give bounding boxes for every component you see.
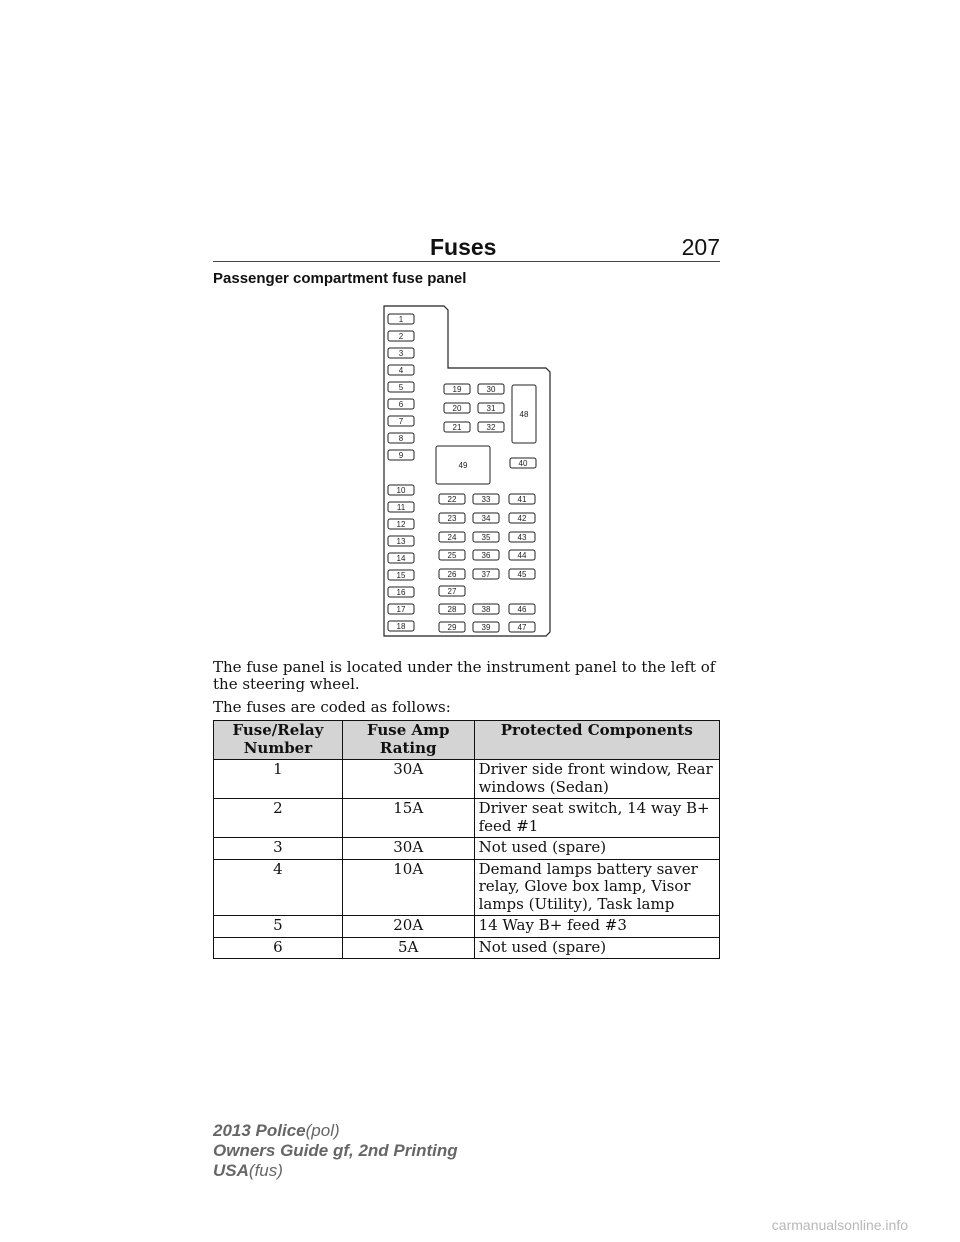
fuse-31 [478,403,504,413]
fuse-label: 9 [398,451,404,460]
fuse-label: 35 [481,533,491,542]
fuse-label: 14 [396,554,406,563]
fuse-label: 5 [398,383,404,392]
fuse-17 [388,604,414,614]
fuse-label: 23 [447,514,457,523]
fuse-label: 38 [481,605,491,614]
fuse-7 [388,416,414,426]
fuse-label: 3 [398,349,404,358]
fuse-27 [439,586,465,596]
fuse-14 [388,553,414,563]
components-cell: Driver side front window, Rear windows (Sedan) [474,760,719,799]
fuse-38 [473,604,499,614]
coding-intro-paragraph: The fuses are coded as follows: [213,698,451,716]
relay-48 [512,385,536,443]
fuse-label: 26 [447,570,457,579]
table-row [214,838,720,860]
fuse-label: 34 [481,514,491,523]
fuse-label: 21 [452,423,462,432]
fuse-label: 29 [447,623,457,632]
fuse-32 [478,422,504,432]
fuse-number-cell: 1 [214,760,343,799]
fuse-label: 1 [398,315,404,324]
fuse-label: 10 [396,486,406,495]
footer-guide: Owners Guide gf, 2nd Printing [213,1141,458,1160]
page-header-title: Fuses [430,234,497,260]
components-cell: Not used (spare) [474,838,719,860]
fuse-12 [388,519,414,529]
fuse-label: 36 [481,551,491,560]
fuse-label: 33 [481,495,491,504]
amp-rating-cell: 10A [342,859,474,916]
fuse-label: 44 [517,551,527,560]
table-header-row [214,721,720,760]
fuse-label: 48 [519,410,529,419]
fuse-label: 31 [486,404,496,413]
fuse-label: 32 [486,423,496,432]
fuse-label: 11 [396,503,406,512]
fuse-label: 4 [398,366,404,375]
fuse-24 [439,532,465,542]
fuse-8 [388,433,414,443]
components-cell: 14 Way B+ feed #3 [474,916,719,938]
amp-rating-cell: 15A [342,799,474,838]
fuse-9 [388,450,414,460]
fuse-label: 47 [517,623,527,632]
fuse-label: 46 [517,605,527,614]
fuse-label: 42 [517,514,527,523]
fuse-label: 13 [396,537,406,546]
fuse-37 [473,569,499,579]
fuse-panel-diagram [380,302,552,638]
fuse-28 [439,604,465,614]
components-cell: Demand lamps battery saver relay, Glove box lamp, Visor lamps (Utility), Task lamp [474,859,719,916]
section-heading: Passenger compartment fuse panel [213,270,467,287]
fuse-label: 40 [518,459,528,468]
footer-market-code: (fus) [248,1161,283,1180]
fuse-19 [444,384,470,394]
column-header-fuse-number: Fuse/Relay Number [214,721,343,760]
fuse-label: 12 [396,520,406,529]
table-row [214,799,720,838]
fuse-10 [388,485,414,495]
fuse-23 [439,513,465,523]
fuse-34 [473,513,499,523]
footer-model-line [213,1121,340,1141]
fuse-33 [473,494,499,504]
page-number: 207 [681,234,720,260]
amp-rating-cell: 20A [342,916,474,938]
fuse-36 [473,550,499,560]
fuse-22 [439,494,465,504]
fuse-11 [388,502,414,512]
fuse-42 [509,513,535,523]
fuse-35 [473,532,499,542]
fuse-16 [388,587,414,597]
fuse-26 [439,569,465,579]
fuse-46 [509,604,535,614]
fuse-label: 43 [517,533,527,542]
table-row [214,760,720,799]
fuse-label: 37 [481,570,491,579]
fuse-label: 15 [396,571,406,580]
fuse-label: 22 [447,495,457,504]
fuse-number-cell: 4 [214,859,343,916]
fuse-label: 17 [396,605,406,614]
fuse-label: 39 [481,623,491,632]
fuse-20 [444,403,470,413]
fuse-label: 45 [517,570,527,579]
fuse-label: 16 [396,588,406,597]
fuse-3 [388,348,414,358]
fuse-label: 28 [447,605,457,614]
fuse-5 [388,382,414,392]
fuse-label: 24 [447,533,457,542]
footer-model-code: (pol) [305,1121,340,1140]
fuse-number-cell: 3 [214,838,343,860]
fuse-39 [473,622,499,632]
fuse-label: 25 [447,551,457,560]
fuse-45 [509,569,535,579]
components-cell: Driver seat switch, 14 way B+ feed #1 [474,799,719,838]
table-row [214,937,720,959]
location-paragraph: The fuse panel is located under the instrument panel to the left of the steering wheel. [213,658,716,693]
footer-market-line [213,1161,283,1181]
footer-market: USA [213,1161,249,1180]
fuse-label: 2 [398,332,404,341]
components-cell: Not used (spare) [474,937,719,959]
amp-rating-cell: 30A [342,838,474,860]
fuse-label: 7 [398,417,404,426]
watermark: carmanualsonline.info [771,1217,908,1233]
header-divider [213,261,720,262]
amp-rating-cell: 30A [342,760,474,799]
fuse-label: 27 [447,587,457,596]
fuse-40 [510,458,536,468]
fuse-18 [388,621,414,631]
fuse-4 [388,365,414,375]
relay-49 [436,446,490,484]
amp-rating-cell: 5A [342,937,474,959]
column-header-amp-rating: Fuse Amp Rating [342,721,474,760]
fuse-15 [388,570,414,580]
fuse-number-cell: 5 [214,916,343,938]
fuse-41 [509,494,535,504]
column-header-components: Protected Components [474,721,719,760]
fuse-44 [509,550,535,560]
fuse-number-cell: 2 [214,799,343,838]
table-row [214,859,720,916]
table-row [214,916,720,938]
fuse-21 [444,422,470,432]
fuse-label: 8 [398,434,404,443]
fuse-6 [388,399,414,409]
fuse-29 [439,622,465,632]
fuse-label: 30 [486,385,496,394]
fuse-13 [388,536,414,546]
fuse-43 [509,532,535,542]
fuse-label: 41 [517,495,527,504]
fuse-number-cell: 6 [214,937,343,959]
fuse-label: 18 [396,622,406,631]
fuse-2 [388,331,414,341]
fuse-1 [388,314,414,324]
fuse-25 [439,550,465,560]
fuse-label: 20 [452,404,462,413]
fuse-label: 6 [398,400,404,409]
fuse-table [213,720,720,959]
fuse-47 [509,622,535,632]
fuse-label: 49 [458,461,468,470]
fuse-30 [478,384,504,394]
fuse-label: 19 [452,385,462,394]
footer-model: 2013 Police [213,1121,306,1140]
footer-guide-line [213,1141,458,1161]
